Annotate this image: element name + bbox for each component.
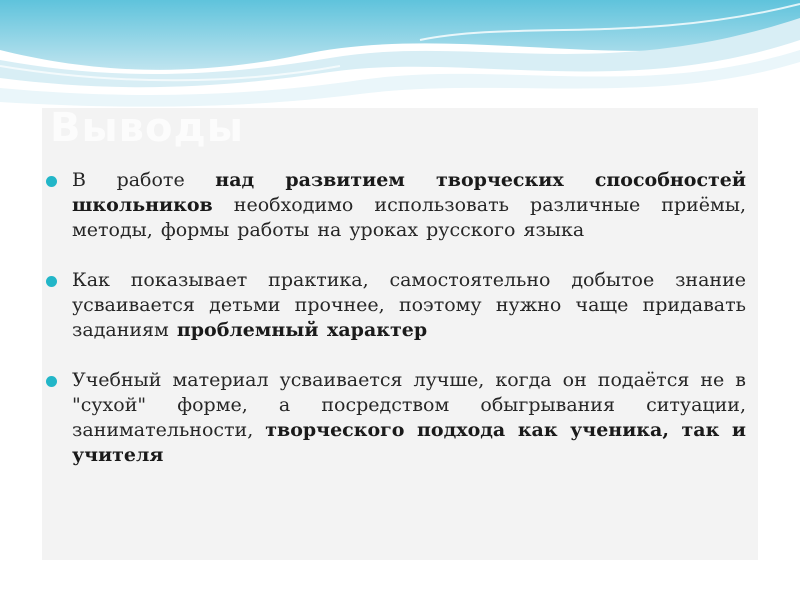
bullet-list [46, 168, 746, 493]
bullet-2-emphasis: проблемный характер [176, 319, 428, 341]
bullet-2-text-a: Как показывает практика, самостоятельно добытое знание усваивается детьми прочнее, поэтому нужно чаще придавать заданиям [72, 269, 746, 341]
bullet-dot-icon [46, 176, 57, 187]
bullet-item-2 [46, 268, 746, 343]
bullet-3-text-a: Учебный материал усваивается лучше, когда он подаётся не в "сухой" форме, а посредством обыгрывания ситуации, занимательности, [72, 369, 746, 441]
bullet-1-text-a: В работе [72, 169, 216, 191]
bullet-3-emphasis: творческого подхода как ученика, так и учителя [72, 419, 746, 466]
bullet-1-emphasis: над развитием творческих способностей школьников [72, 169, 746, 216]
bullet-item-1 [46, 168, 746, 243]
bullet-item-3 [46, 368, 746, 468]
bullet-dot-icon [46, 376, 57, 387]
bullet-dot-icon [46, 276, 57, 287]
slide-title: Выводы [50, 105, 244, 151]
bullet-1-text-b: необходимо использовать различные приёмы, методы, формы работы на уроках русского языка [72, 194, 746, 241]
wave-banner-decoration [0, 0, 800, 110]
